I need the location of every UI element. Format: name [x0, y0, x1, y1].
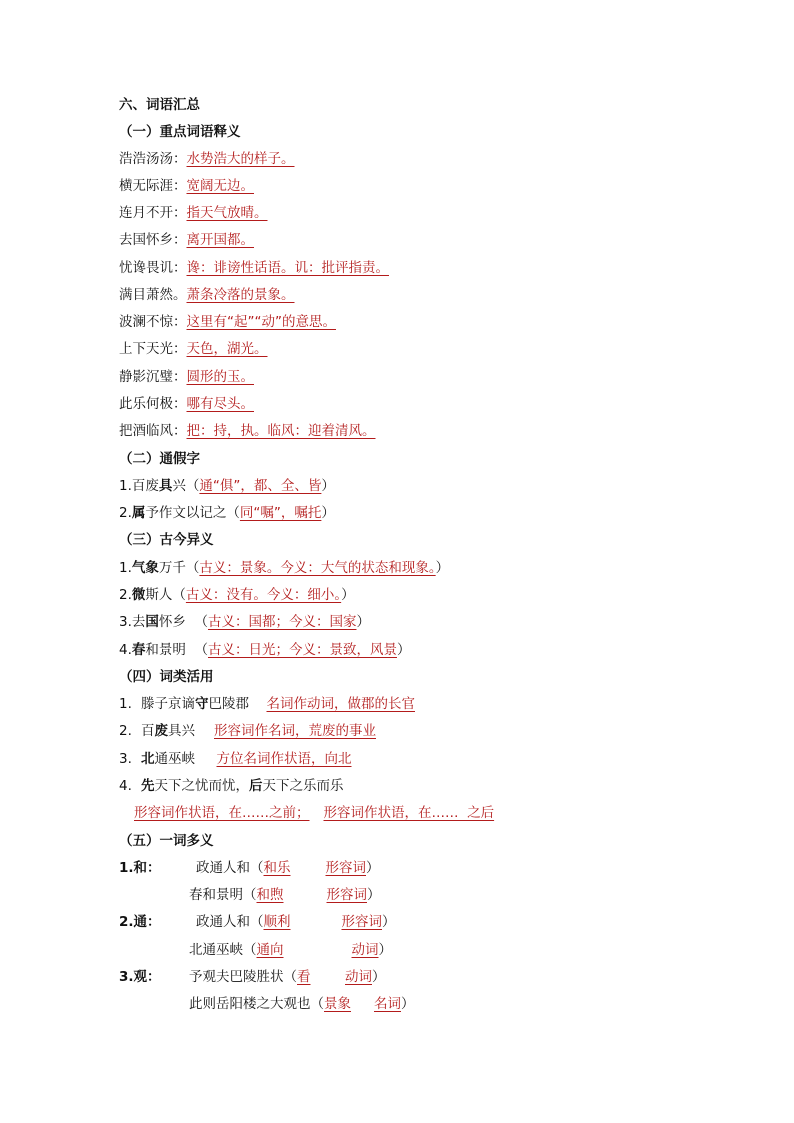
s1-item: 连月不开：指天气放晴。: [119, 205, 268, 221]
s5-heading: （五）一词多义: [119, 833, 214, 849]
s2-heading: （二）通假字: [119, 451, 200, 467]
s5-group-label: 1.和：: [119, 860, 161, 876]
s1-item: 横无际涯：宽阔无边。: [119, 178, 254, 194]
s5-row: 政通人和（顺利 形容词）: [196, 914, 396, 930]
s3-item: 4.春和景明 （古义：日光；今义：景致，风景）: [119, 642, 411, 658]
s4-item: 1. 滕子京谪守巴陵郡 名词作动词，做郡的长官: [119, 696, 415, 712]
s1-heading: （一）重点词语释义: [119, 124, 241, 140]
s5-row: 予观夫巴陵胜状（看 动词）: [189, 969, 386, 985]
s5-group-label: 2.通：: [119, 914, 161, 930]
s1-item: 上下天光：天色，湖光。: [119, 341, 268, 357]
s1-item: 满目萧然。萧条冷落的景象。: [119, 287, 295, 303]
s5-row: 政通人和（和乐 形容词）: [196, 860, 380, 876]
s5-group-label: 3.观：: [119, 969, 161, 985]
s4-item: 2. 百废具兴 形容词作名词，荒废的事业: [119, 723, 376, 739]
s1-item: 波澜不惊：这里有“起”“动”的意思。: [119, 314, 336, 330]
s4-item-answer: 形容词作状语，在……之前； 形容词作状语，在…… 之后: [134, 805, 495, 821]
s4-item: 3. 北通巫峡 方位名词作状语，向北: [119, 751, 352, 767]
section-title: 六、词语汇总: [119, 97, 200, 113]
s3-item: 3.去国怀乡 （古义：国都；今义：国家）: [119, 614, 370, 630]
s5-row: 北通巫峡（通向 动词）: [189, 942, 392, 958]
s2-item: 1.百废具兴（通“俱”，都、全、皆）: [119, 478, 335, 494]
s3-heading: （三）古今异义: [119, 532, 214, 548]
s1-item: 忧谗畏讥：谗：诽谤性话语。讥：批评指责。: [119, 260, 389, 276]
s3-item: 1.气象万千（古义：景象。今义：大气的状态和现象。）: [119, 560, 450, 576]
s2-item: 2.属予作文以记之（同“嘱”，嘱托）: [119, 505, 335, 521]
s1-item: 浩浩汤汤：水势浩大的样子。: [119, 151, 295, 167]
s1-item: 去国怀乡：离开国都。: [119, 232, 254, 248]
s1-item: 此乐何极：哪有尽头。: [119, 396, 254, 412]
s3-item: 2.微斯人（古义：没有。今义：细小。）: [119, 587, 355, 603]
s5-row: 春和景明（和煦 形容词）: [189, 887, 381, 903]
s4-item: 4. 先天下之忧而忧，后天下之乐而乐: [119, 778, 344, 794]
s4-heading: （四）词类活用: [119, 669, 214, 685]
s1-item: 静影沉璧：圆形的玉。: [119, 369, 254, 385]
s1-item: 把酒临风：把：持，执。临风：迎着清风。: [119, 423, 376, 439]
s5-row: 此则岳阳楼之大观也（景象 名词）: [189, 996, 415, 1012]
